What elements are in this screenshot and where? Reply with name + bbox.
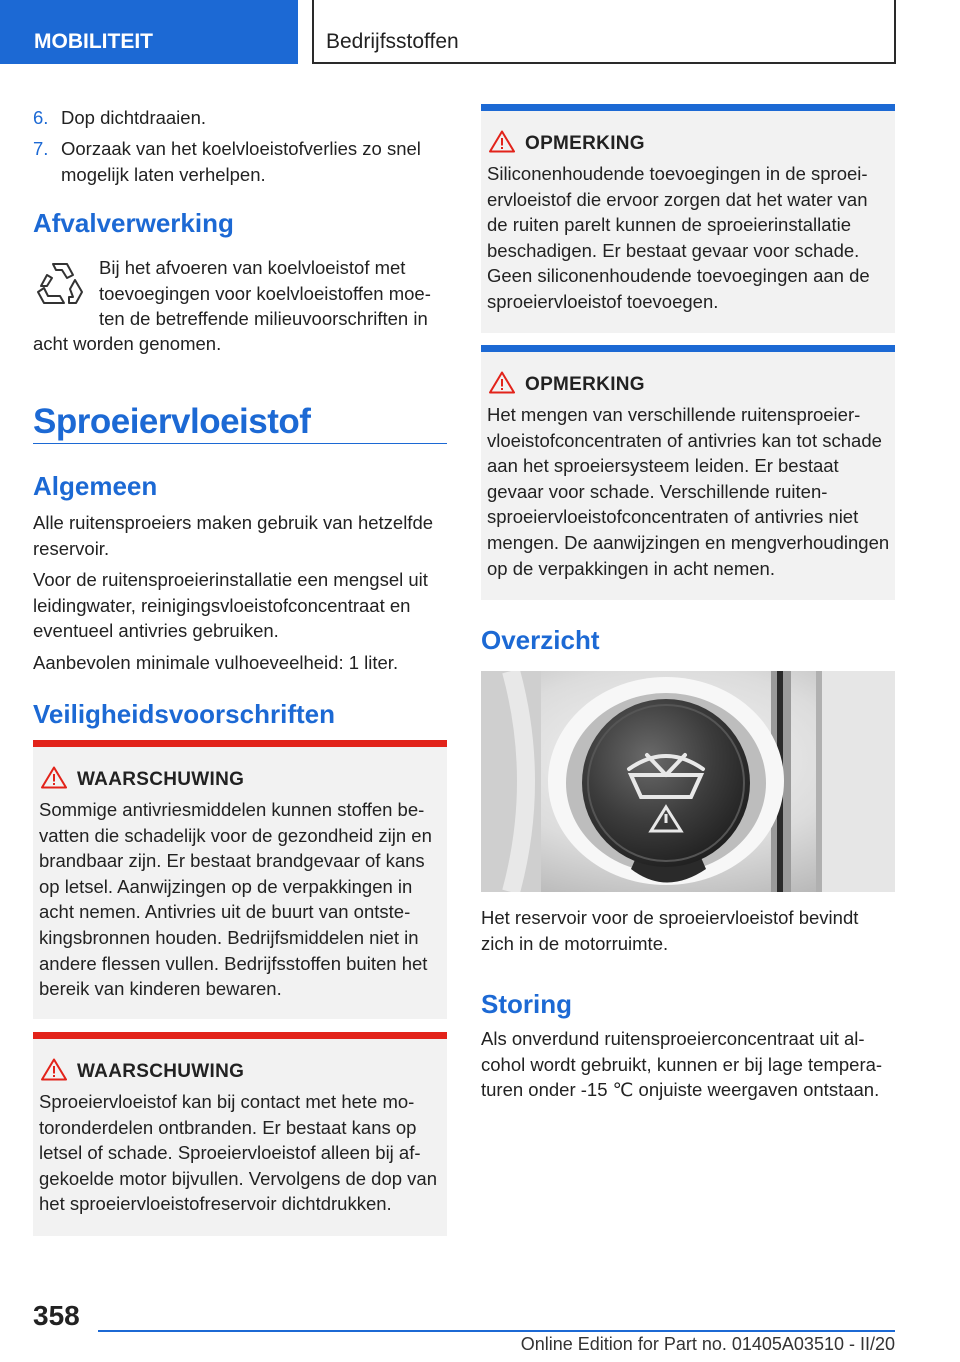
warning-title: WAARSCHUWING: [77, 1061, 245, 1082]
note-title: OPMERKING: [525, 133, 645, 154]
warning-icon: [489, 371, 515, 394]
warning-title: WAARSCHUWING: [77, 769, 245, 790]
reservoir-cap-photo: [481, 671, 895, 892]
warning-icon: [489, 130, 515, 153]
step-text: Dop dichtdraaien.: [61, 107, 207, 128]
algemeen-paragraph: Voor de ruitensproeierinstallatie een mengsel uit leidingwater, reinigingsvloeistofconcentraat en eventueel antivries gebruiken.: [33, 569, 428, 641]
recycle-icon: [35, 258, 85, 308]
main-heading: Sproeiervloeistof: [33, 402, 311, 441]
note-box: [481, 104, 895, 333]
warning-box: [33, 1032, 447, 1236]
section-title: Bedrijfsstoffen: [312, 0, 896, 64]
edition-text: Online Edition for Part no. 01405A03510 - II/20: [520, 1334, 895, 1354]
step-text: Oorzaak van het koelvloeistofverlies zo snel mogelijk laten verhelpen.: [61, 138, 421, 185]
chapter-tab: MOBILITEIT: [0, 0, 298, 64]
overzicht-text: Het reservoir voor de sproeiervloeistof bevindt zich in de motorruimte.: [481, 907, 859, 954]
note-title: OPMERKING: [525, 374, 645, 395]
veiligheid-heading: Veiligheidsvoorschriften: [33, 699, 335, 729]
afvalverwerking-heading: Afvalverwerking: [33, 208, 234, 238]
heading-rule: [33, 443, 447, 444]
warning-icon: [41, 1058, 67, 1081]
storing-heading: Storing: [481, 989, 572, 1019]
afval-text: Bij het afvoeren van koelvloeistof met toevoegingen voor koelvloeistoffen moeten de betreffende milieuvoorschriften in: [99, 257, 431, 329]
warning-icon: [41, 766, 67, 789]
warning-box: [33, 740, 447, 1019]
algemeen-paragraph: Alle ruitensproeiers maken gebruik van hetzelfde reservoir.: [33, 512, 434, 559]
note-bar: [481, 104, 895, 111]
warning-bar: [33, 1032, 447, 1039]
step-number: 6.: [33, 107, 49, 128]
algemeen-heading: Algemeen: [33, 471, 158, 501]
note-text: Het mengen van verschillende ruitensproeiervloeistofconcentraten of antivries kan tot schade aan het sproeiersysteem leiden. Er bestaat gevaar voor schade. Verschillende ruitensproeiervloeistofconcentraten of antivries niet mengen. De aanwijzingen en mengverhoudingen op de verpakkingen in acht nemen.: [487, 404, 890, 579]
afval-text-end: acht worden genomen.: [33, 333, 222, 354]
note-bar: [481, 345, 895, 352]
storing-text: Als onverdund ruitensproeierconcentraat uit alcohol wordt gebruikt, kunnen er bij lage temperaturen onder -15 ℃ onjuiste weergaven ontstaan.: [481, 1028, 883, 1100]
warning-text: Sommige antivriesmiddelen kunnen stoffen bevatten die schadelijk voor de gezondheid zijn en brandbaar zijn. Er bestaat brandgevaar of kans op letsel. Aanwijzingen op de verpakkingen in acht nemen. Antivries uit de buurt van ontstekingsbronnen houden. Bedrijfsmiddelen niet in andere flessen vullen. Bedrijfsstoffen buiten het bereik van kinderen bewaren.: [39, 799, 432, 1000]
warning-text: Sproeiervloeistof kan bij contact met hete motoronderdelen ontbranden. Er bestaat kans op letsel of schade. Sproeiervloeistof alleen bij afgekoelde motor bijvullen. Vervolgens de dop van het sproeiervloeistofreservoir dichtdrukken.: [39, 1091, 438, 1215]
footer-rule: [98, 1330, 895, 1332]
algemeen-paragraph: Aanbevolen minimale vulhoeveelheid: 1 liter.: [33, 652, 399, 673]
overzicht-heading: Overzicht: [481, 625, 600, 655]
step-number: 7.: [33, 138, 49, 159]
page-number: 358: [33, 1300, 80, 1331]
note-box: [481, 345, 895, 600]
note-text: Siliconenhoudende toevoegingen in de sproeiervloeistof die ervoor zorgen dat het water van de ruiten parelt kunnen de sproeierinstallatie beschadigen. Er bestaat gevaar voor schade. Geen siliconenhoudende toevoegingen aan de sproeiervloeistof toevoegen.: [487, 163, 870, 312]
warning-bar: [33, 740, 447, 747]
